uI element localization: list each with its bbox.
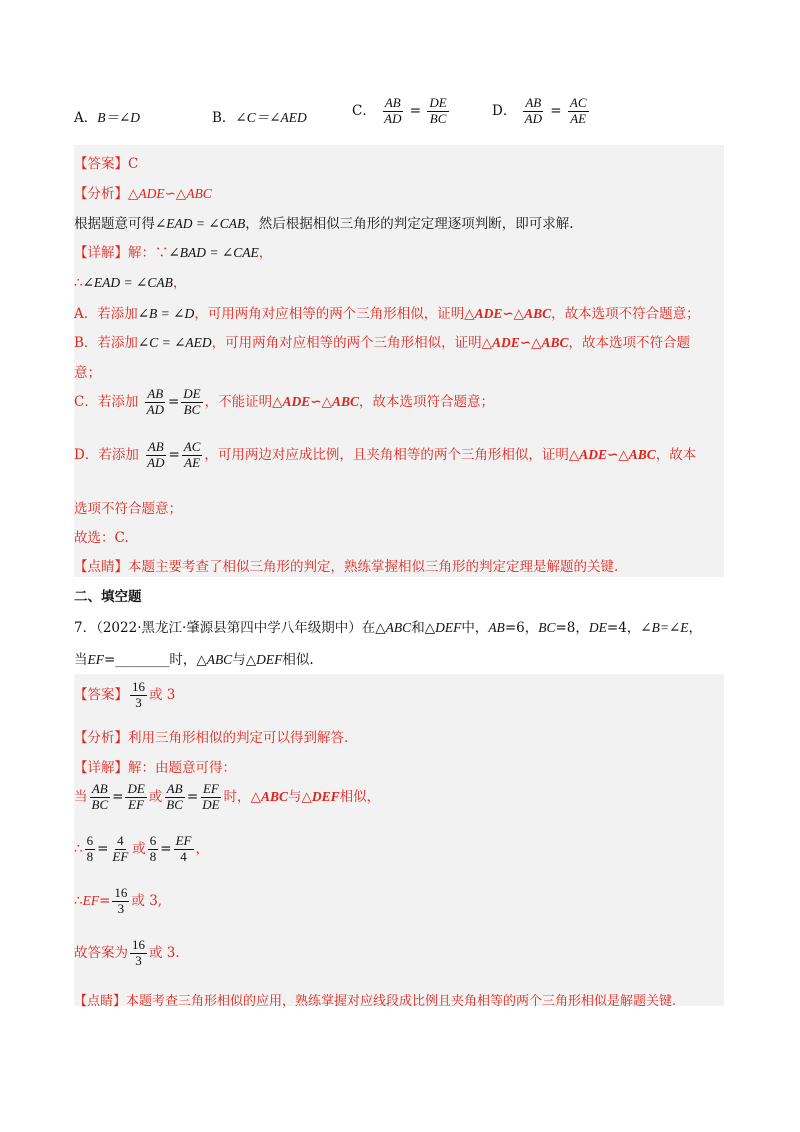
section-title: 二、填空题 bbox=[74, 589, 142, 605]
q7-ef-result: ∴EF= $\frac{16}{3}$ 或 3, bbox=[74, 885, 163, 916]
option-d-frac-1: $\frac{AB}{AD}$ bbox=[524, 95, 542, 126]
option-b-expr: ∠C＝∠AED bbox=[235, 110, 307, 125]
option-d-frac-2: $\frac{AC}{AE}$ bbox=[569, 95, 587, 126]
option-c-frac-2: $\frac{DE}{BC}$ bbox=[429, 95, 447, 126]
q7-frac-10: $\frac{16}{3}$ bbox=[132, 937, 145, 968]
option-d-letter: D． bbox=[492, 102, 517, 119]
q6-analysis-tag-line: 【分析】△ADE∽△ABC bbox=[74, 186, 212, 202]
q6-detail: 【详解】解：∵∠BAD = ∠CAE， bbox=[74, 245, 273, 261]
q7-detail: 【详解】解：由题意可得： bbox=[74, 760, 236, 776]
q7-frac-1: $\frac{AB}{BC}$ bbox=[91, 781, 109, 812]
q7-frac-9: $\frac{16}{3}$ bbox=[114, 885, 128, 916]
option-a-expr: B＝∠D bbox=[97, 110, 141, 125]
q7-frac-6: $\frac{4}{EF}$ bbox=[112, 833, 129, 864]
q7-answer-frac: $\frac{16}{3}$ bbox=[132, 679, 145, 710]
q7-answer: 【答案】 $\frac{16}{3}$ 或 3 bbox=[74, 679, 176, 710]
q6-option-a-analysis: A．若添加∠B = ∠D，可用两角对应相等的两个三角形相似，证明△ADE∽△ABC，故本选项不符合题意； bbox=[74, 306, 700, 322]
q7-frac-4: $\frac{EF}{DE}$ bbox=[202, 781, 220, 812]
q6-option-b-analysis: B．若添加∠C = ∠AED，可用两角对应相等的两个三角形相似，证明△ADE∽△ABC，故本选项不符合题 bbox=[74, 335, 691, 351]
option-c-frac-1: $\frac{AB}{AD}$ bbox=[384, 95, 402, 126]
q6-choose: 故选：C. bbox=[74, 530, 129, 546]
q7-stem: 7．（2022·黑龙江·肇源县第四中学八年级期中）在△ABC和△DEF中，AB=6，BC=8，DE=4，∠B=∠E， bbox=[74, 620, 703, 636]
q7-frac-5: $\frac{6}{8}$ bbox=[86, 833, 94, 864]
q7-analysis: 【分析】利用三角形相似的判定可以得到解答. bbox=[74, 730, 349, 746]
q6-therefore: ∴∠EAD = ∠CAB， bbox=[74, 275, 187, 291]
q6-option-d-analysis-cont: 选项不符合题意； bbox=[74, 501, 182, 517]
q6-option-d-analysis: D．若添加 $\frac{AB}{AD}$ = $\frac{AC}{AE}$ ，可用两边对应成比例，且夹角相等的两个三角形相似，证明△ADE∽△ABC，故本 bbox=[74, 439, 697, 470]
option-c: C． $\frac{AB}{AD}$ = $\frac{DE}{BC}$ bbox=[352, 95, 447, 126]
q6-analysis-text: 根据题意可得∠EAD = ∠CAB，然后根据相似三角形的判定定理逐项判断，即可求解. bbox=[74, 216, 574, 232]
q6-option-b-analysis-cont: 意； bbox=[74, 365, 101, 381]
q6-answer: 【答案】C bbox=[74, 156, 139, 172]
q7-frac-7: $\frac{6}{8}$ bbox=[149, 833, 157, 864]
q7-frac-3: $\frac{AB}{BC}$ bbox=[166, 781, 183, 812]
option-c-letter: C． bbox=[352, 102, 376, 119]
q6-d-frac-2: $\frac{AC}{AE}$ bbox=[183, 439, 201, 470]
q6-d-frac-1: $\frac{AB}{AD}$ bbox=[147, 439, 165, 470]
option-d: D． $\frac{AB}{AD}$ = $\frac{AC}{AE}$ bbox=[492, 95, 587, 126]
q6-option-c-analysis: C．若添加 $\frac{AB}{AD}$ = $\frac{DE}{BC}$ ，不能证明△ADE∽△ABC，故本选项符合题意； bbox=[74, 386, 494, 417]
q7-final: 故答案为 $\frac{16}{3}$ 或 3. bbox=[74, 937, 180, 968]
option-a-letter: A． bbox=[74, 110, 98, 126]
option-b-letter: B． bbox=[212, 110, 236, 126]
option-b bbox=[212, 106, 307, 126]
q6-c-frac-1: $\frac{AB}{AD}$ bbox=[146, 386, 164, 417]
q7-frac-8: $\frac{EF}{4}$ bbox=[175, 833, 192, 864]
q6-c-frac-2: $\frac{DE}{BC}$ bbox=[183, 386, 201, 417]
answer-blank: ________ bbox=[115, 652, 170, 668]
q7-comment: 【点睛】本题考查三角形相似的应用，熟练掌握对应线段成比例且夹角相等的两个三角形相似是解题关键. bbox=[74, 994, 677, 1009]
q6-comment: 【点睛】本题主要考查了相似三角形的判定，熟练掌握相似三角形的判定定理是解题的关键. bbox=[74, 559, 619, 575]
q7-therefore-line: ∴ $\frac{6}{8}$ = $\frac{4}{EF}$ 或 $\frac{6}{8}$ = $\frac{EF}{4}$ ， bbox=[74, 833, 209, 864]
q7-stem-line2: 当EF=________时，△ABC与△DEF相似. bbox=[74, 652, 314, 668]
q7-when-line: 当 $\frac{AB}{BC}$ = $\frac{DE}{EF}$ 或 $\frac{AB}{BC}$ = $\frac{EF}{DE}$ 时，△ABC与△DEF相似， bbox=[74, 781, 381, 812]
q7-frac-2: $\frac{DE}{EF}$ bbox=[127, 781, 145, 812]
option-a bbox=[74, 106, 140, 126]
